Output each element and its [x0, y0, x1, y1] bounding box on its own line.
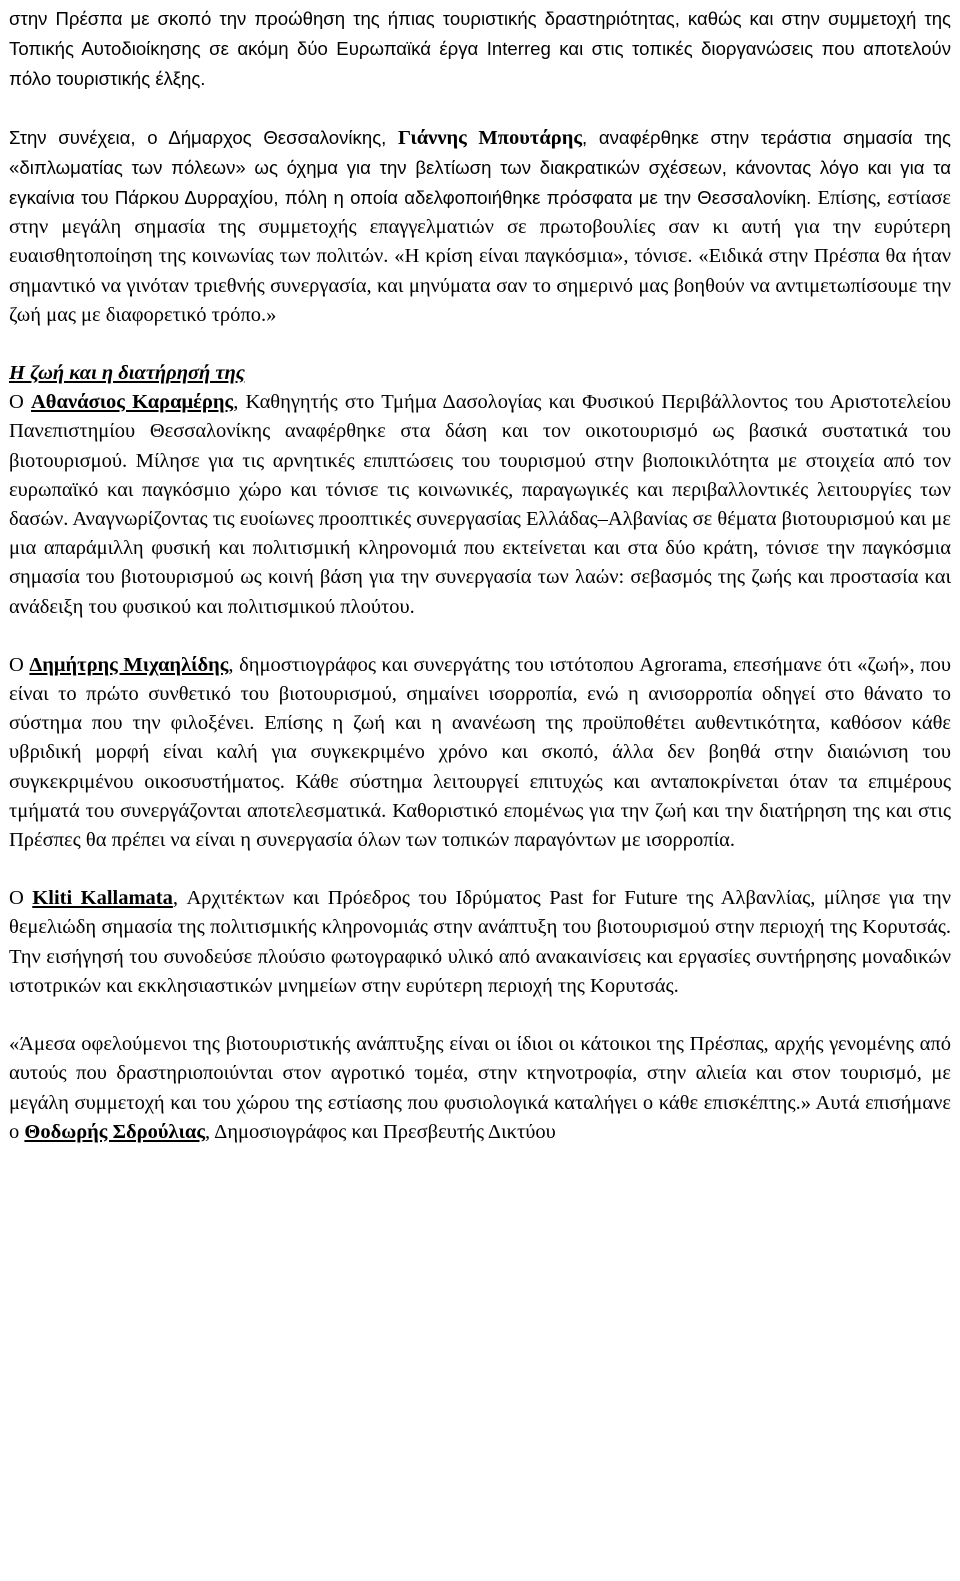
paragraph-boutaris-text-c: Επίσης, εστίασε στην μεγάλη σημασία της συμμετοχής επαγγελματιών σε πρωτοβουλίες σαν κι αυτή για την ευρύτερη ευαισθητοποίηση της κοινωνίας των πολιτών. «Η κρίση είναι παγκόσμια», τόνισε. — [9, 187, 952, 268]
paragraph-kallamata-text-b: , Αρχιτέκτων και Πρόεδρος του Ιδρύματος Past for Future της Αλβανλίας, μίλησε για την θεμελιώδη σημασία της πολιτισμικής κληρονομιάς στην ανάπτυξη του βιοτουρισμού στην περιοχή της Κορυτσάς. Την εισήγησή του συνοδεύσε πλούσιο φωτογραφικό υλικό από ανακαινίσεις και εργασίες συντήρησης μοναδικών ιστοτρικών και εκκλησιαστικών μνημείων στην ευρύτερη περιοχή της Κορυτσάς. — [9, 887, 951, 997]
paragraph-michailidis — [9, 651, 951, 855]
paragraph-karameris — [9, 388, 951, 622]
speaker-name-boutaris: Γιάννης Μπουτάρης — [398, 126, 583, 149]
paragraph-sdroulias-text-a: «Άμεσα οφελούμενοι της βιοτουριστικής ανάπτυξης είναι οι ίδιοι οι κάτοικοι της Πρέσπας, αρχής γενομένης από αυτούς που δραστηριοποιύνται στον αγροτικό τομέα, στην κτηνοτροφία, στην αλιεία και στον τουρισμό, με μεγάλη συμμετοχή και του χώρου της εστίασης που φυσιολογικά καταλήγει ο κάθε επισκέπτης.» Αυτά επισήμανε ο — [9, 1033, 951, 1143]
paragraph-karameris-text-a: Ο — [9, 391, 31, 414]
paragraph-sdroulias-text-b: , Δημοσιογράφος και Πρεσβευτής Δικτύου — [205, 1120, 556, 1143]
paragraph-boutaris-text-d: «Ειδικά στην Πρέσπα θα ήταν σημαντικό να γινόταν τριεθνής συνεργασία, και μηνύματα σαν το σημερινό μας βοηθούν να αντιμετωπίσουμε την ζωή μας με διαφορετικό τρόπο.» — [9, 245, 951, 326]
paragraph-kallamata-text-a: Ο — [9, 887, 33, 910]
speaker-name-sdroulias: Θοδωρής Σδρούλιας — [24, 1120, 206, 1143]
paragraph-boutaris-text-b: , αναφέρθηκε στην τεράστια σημασία της «διπλωματίας των πόλεων» ως όχημα για την βελτίωση των διακρατικών σχέσεων, κάνοντας λόγο και για τα εγκαίνια του Πάρκου Δυρραχίου, πόλη η οποία αδελφοποιήθηκε πρόσφατα με την Θεσσαλονίκη. — [9, 126, 952, 209]
section-heading: Η ζωή και η διατήρησή της — [9, 362, 245, 385]
paragraph-intro-text: στην Πρέσπα με σκοπό την προώθηση της ήπιας τουριστικής δραστηριότητας, καθώς και στην συμμετοχή της Τοπικής Αυτοδιοίκησης σε ακόμη δύο Ευρωπαϊκά έργα Interreg και στις τοπικές διοργανώσεις που αποτελούν πόλο τουριστικής έλξης. — [9, 8, 951, 90]
paragraph-karameris-text-b: , Καθηγητής στο Τμήμα Δασολογίας και Φυσικού Περιβάλλοντος του Αριστοτελείου Πανεπιστημίου Θεσσαλονίκης αναφέρθηκε στα δάση και τον οικοτουρισμό ως βασικά συστατικά του βιοτουρισμού. Μίλησε για τις αρνητικές επιπτώσεις του τουρισμού στην βιοποικιλότητα με στοιχεία από τον ευρωπαϊκό και παγκόσμιο χώρο και τόνισε τις κοινωνικές, παραγωγικές και περιβαλλοντικές λειτουργίες των δασών. Αναγνωρίζοντας τις ευοίωνες προοπτικές συνεργασίας Ελλάδας–Αλβανίας σε θέματα βιοτουρισμού και με μια απαράμιλλη φυσική και πολιτισμική κληρονομιά που εκτείνεται και στα δύο κράτη, τόνισε την παγκόσμια σημασία του βιοτουρισμού ως κοινή βάση για την συνεργασία των λαών: σεβασμός της ζωής και προστασία και ανάδειξη του φυσικού και πολιτισμικού πλούτου. — [9, 391, 951, 618]
paragraph-sdroulias — [9, 1030, 951, 1147]
paragraph-boutaris-text-a: Στην συνέχεια, ο Δήμαρχος Θεσσαλονίκης, — [9, 126, 399, 148]
paragraph-intro — [9, 4, 951, 95]
speaker-name-kallamata: Kliti Kallamata — [32, 887, 173, 910]
speaker-name-karameris: Αθανάσιος Καραμέρης — [31, 391, 234, 414]
speaker-name-michailidis: Δημήτρης Μιχαηλίδης — [29, 653, 229, 676]
paragraph-michailidis-text-a: Ο — [9, 653, 30, 676]
paragraph-boutaris — [9, 123, 951, 330]
paragraph-michailidis-text-b: , δημοστιογράφος και συνεργάτης του ιστότοπου Agrorama, επεσήμανε ότι «ζωή», που είναι το πρώτο συνθετικό του βιοτουρισμού, σημαίνει ισορροπία, ενώ η ανισορροπία οδηγεί στο θάνατο το σύστημα που την φιλοξένει. Επίσης η ζωή και η ανανέωση της προϋποθέτει αυθεντικότητα, καθόσον κάθε υβριδική μορφή είναι καλή για συγκεκριμένο χρόνο και σκοπό, άλλα δεν βοηθά στην διαιώνιση του συγκεκριμένου οικοσυστήματος. Κάθε σύστημα λειτουργεί επιτυχώς και ανταποκρίνεται όταν τα επιμέρους τμήματά του συνεργάζονται αποτελεσματικά. Καθοριστικό επομένως για την ζωή και την διατήρηση της και στις Πρέσπες θα πρέπει να είναι η συνεργασία όλων των τοπικών παραγόντων με ισορροπία. — [9, 653, 951, 852]
paragraph-kallamata — [9, 884, 951, 1001]
